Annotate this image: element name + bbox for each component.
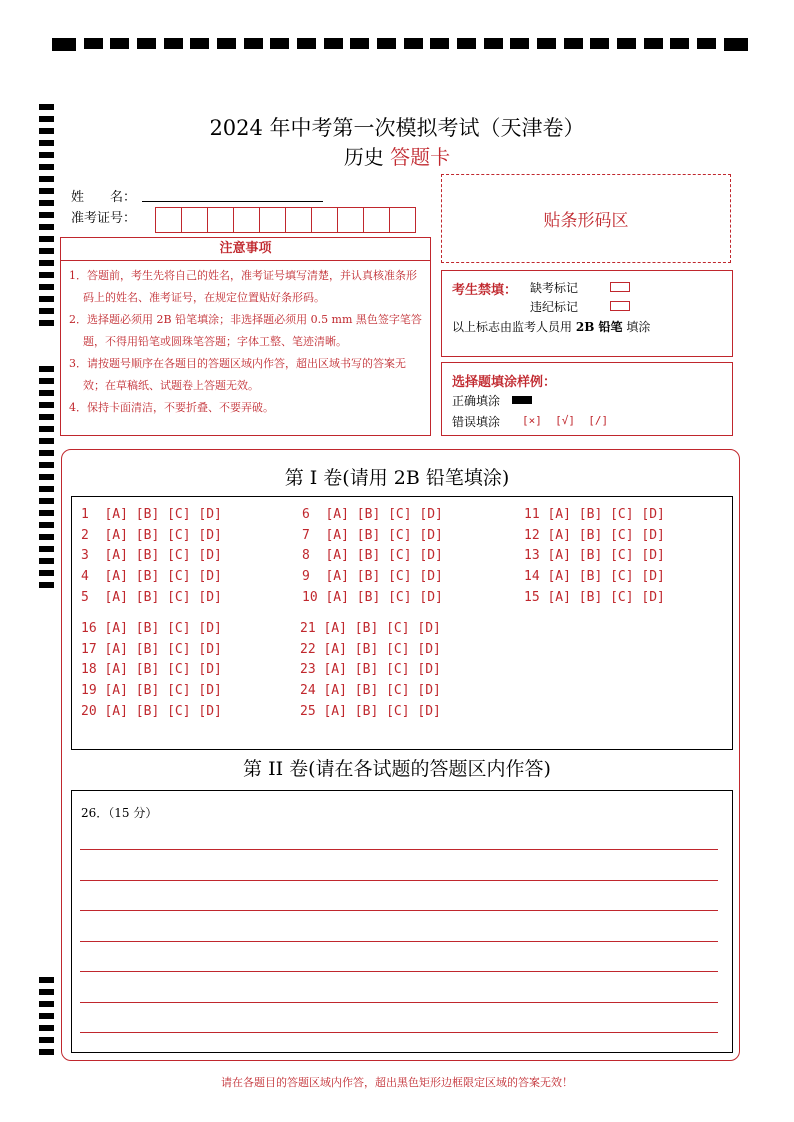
- question-11-row[interactable]: [524, 507, 665, 522]
- question-8-row[interactable]: [302, 548, 443, 563]
- answer-line[interactable]: [80, 941, 718, 942]
- answer-area-26: [71, 790, 733, 1053]
- notice-heading: 注意事项: [61, 238, 430, 261]
- question-number: 2: [81, 527, 105, 543]
- question-options[interactable]: [A] [B] [C] [D]: [104, 662, 222, 678]
- question-options[interactable]: [A] [B] [C] [D]: [104, 507, 222, 522]
- timing-mark: [39, 1037, 54, 1043]
- question-24-row[interactable]: [300, 683, 441, 698]
- timing-mark: [350, 38, 369, 49]
- absent-mark-label: 缺考标记: [530, 281, 579, 295]
- question-number: 5: [81, 589, 105, 605]
- question-1-row[interactable]: [81, 507, 222, 522]
- name-field[interactable]: [142, 201, 323, 202]
- question-options[interactable]: [A] [B] [C] [D]: [547, 569, 665, 585]
- timing-mark: [39, 977, 54, 983]
- question-options[interactable]: [A] [B] [C] [D]: [325, 569, 443, 585]
- timing-mark: [39, 1001, 54, 1007]
- subject-label: 历史: [343, 145, 384, 169]
- timing-mark: [217, 38, 236, 49]
- question-2-row[interactable]: [81, 528, 222, 543]
- timing-mark: [697, 38, 716, 49]
- timing-mark: [537, 38, 556, 49]
- question-options[interactable]: [A] [B] [C] [D]: [104, 527, 222, 543]
- question-options[interactable]: [A] [B] [C] [D]: [104, 548, 222, 564]
- footer-warning: 请在各题目的答题区域内作答，超出黑色矩形边框限定区域的答案无效！: [221, 1076, 573, 1089]
- question-number: 9: [302, 569, 326, 585]
- question-options[interactable]: [A] [B] [C] [D]: [547, 527, 665, 543]
- timing-mark: [39, 450, 54, 456]
- question-number: 10: [302, 589, 326, 605]
- answer-line[interactable]: [80, 880, 718, 881]
- question-options[interactable]: [A] [B] [C] [D]: [104, 683, 222, 699]
- question-options[interactable]: [A] [B] [C] [D]: [323, 641, 441, 657]
- question-number: 21: [300, 621, 324, 636]
- question-23-row[interactable]: [300, 662, 441, 677]
- question-21-row[interactable]: [300, 621, 441, 636]
- id-digit-box[interactable]: [389, 207, 416, 233]
- question-options[interactable]: [A] [B] [C] [D]: [104, 569, 222, 585]
- wrong-fill-samples: [×] [√] [/]: [522, 414, 609, 427]
- timing-mark: [39, 260, 54, 266]
- question-17-row[interactable]: [81, 642, 222, 657]
- id-number-boxes[interactable]: [155, 207, 415, 233]
- timing-mark: [39, 570, 54, 576]
- timing-mark: [39, 390, 54, 396]
- timing-mark: [137, 38, 156, 49]
- timing-mark: [484, 38, 503, 49]
- timing-mark: [39, 308, 54, 314]
- timing-mark: [39, 296, 54, 302]
- question-options[interactable]: [A] [B] [C] [D]: [325, 548, 443, 564]
- timing-mark: [644, 38, 663, 49]
- question-4-row[interactable]: [81, 569, 222, 584]
- timing-mark: [84, 38, 103, 49]
- timing-mark: [39, 236, 54, 242]
- id-digit-box[interactable]: [155, 207, 182, 233]
- question-20-row[interactable]: [81, 704, 222, 719]
- forbid-note-bold: 2B 铅笔: [575, 320, 623, 334]
- question-options[interactable]: [A] [B] [C] [D]: [104, 621, 222, 636]
- notice-item: 2．选择题必须用 2B 铅笔填涂；非选择题必须用 0.5 mm 黑色签字笔答题，不得用铅笔或圆珠笔答题；字体工整、笔迹清晰。: [69, 313, 422, 348]
- question-22-row[interactable]: [300, 642, 441, 657]
- question-options[interactable]: [A] [B] [C] [D]: [323, 621, 441, 636]
- timing-mark: [39, 378, 54, 384]
- id-digit-box[interactable]: [233, 207, 260, 233]
- answer-line[interactable]: [80, 849, 718, 850]
- question-options[interactable]: [A] [B] [C] [D]: [547, 548, 665, 564]
- question-number: 16: [81, 621, 105, 636]
- sample-heading: 选择题填涂样例：: [452, 375, 557, 390]
- timing-mark: [297, 38, 316, 49]
- question-options[interactable]: [A] [B] [C] [D]: [323, 662, 441, 678]
- timing-mark: [39, 426, 54, 432]
- question-number: 19: [81, 683, 105, 699]
- timing-mark: [39, 522, 54, 528]
- question-options[interactable]: [A] [B] [C] [D]: [547, 589, 665, 605]
- barcode-area: 贴条形码区: [441, 174, 731, 263]
- absent-mark-box[interactable]: [610, 282, 630, 292]
- timing-mark: [39, 402, 54, 408]
- question-number: 1: [81, 507, 105, 522]
- id-digit-box[interactable]: [337, 207, 364, 233]
- timing-mark: [39, 366, 54, 372]
- question-number: 20: [81, 703, 105, 719]
- timing-mark: [39, 558, 54, 564]
- question-number: 18: [81, 662, 105, 678]
- timing-mark: [590, 38, 609, 49]
- id-label: 准考证号：: [71, 211, 137, 226]
- question-13-row[interactable]: [524, 548, 665, 563]
- forbid-note-suffix: 填涂: [626, 320, 651, 334]
- violation-mark-label: 违纪标记: [530, 300, 579, 314]
- notice-box: [60, 237, 431, 436]
- question-7-row[interactable]: [302, 528, 443, 543]
- question-options[interactable]: [A] [B] [C] [D]: [104, 703, 222, 719]
- timing-mark: [270, 38, 289, 49]
- id-digit-box[interactable]: [285, 207, 312, 233]
- correct-fill-sample: [512, 396, 532, 404]
- timing-mark: [430, 38, 449, 49]
- timing-mark: [377, 38, 396, 49]
- question-number: 25: [300, 703, 324, 719]
- timing-mark: [39, 1025, 54, 1031]
- timing-mark: [39, 284, 54, 290]
- question-5-row[interactable]: [81, 590, 222, 605]
- question-10-row[interactable]: [302, 590, 443, 605]
- timing-mark: [510, 38, 529, 49]
- page-title: 2024 年中考第一次模拟考试（天津卷）: [209, 116, 585, 140]
- forbid-note: [452, 318, 650, 335]
- timing-mark: [39, 510, 54, 516]
- timing-mark: [52, 38, 76, 51]
- timing-mark: [39, 212, 54, 218]
- question-number: 22: [300, 641, 324, 657]
- notice-item: 4．保持卡面清洁，不要折叠、不要弄破。: [69, 401, 274, 414]
- side-timing-marks-lower: [39, 977, 54, 1055]
- timing-mark: [39, 534, 54, 540]
- timing-mark: [39, 438, 54, 444]
- question-options[interactable]: [A] [B] [C] [D]: [325, 507, 443, 522]
- question-options[interactable]: [A] [B] [C] [D]: [325, 589, 443, 605]
- timing-mark: [39, 176, 54, 182]
- id-digit-box[interactable]: [181, 207, 208, 233]
- timing-mark: [39, 272, 54, 278]
- question-options[interactable]: [A] [B] [C] [D]: [104, 589, 222, 605]
- question-25-row[interactable]: [300, 704, 441, 719]
- question-18-row[interactable]: [81, 662, 222, 677]
- question-number: 3: [81, 548, 105, 564]
- question-number: 14: [524, 569, 548, 585]
- timing-mark: [724, 38, 748, 51]
- timing-mark: [404, 38, 423, 49]
- timing-mark: [39, 546, 54, 552]
- timing-mark: [564, 38, 583, 49]
- timing-mark: [39, 248, 54, 254]
- timing-mark: [670, 38, 689, 49]
- notice-item: 1．答题前，考生先将自己的姓名，准考证号填写清楚，并认真核准条形码上的姓名、准考证号，在规定位置贴好条形码。: [69, 269, 417, 304]
- question-12-row[interactable]: [524, 528, 665, 543]
- timing-mark: [39, 498, 54, 504]
- violation-mark-box[interactable]: [610, 301, 630, 311]
- question-15-row[interactable]: [524, 590, 665, 605]
- timing-mark: [39, 320, 54, 326]
- answer-line[interactable]: [80, 1002, 718, 1003]
- question-3-row[interactable]: [81, 548, 222, 563]
- forbid-label: 考生禁填：: [452, 283, 518, 298]
- forbid-note-prefix: 以上标志由监考人员用: [452, 320, 573, 334]
- question-number: 24: [300, 683, 324, 699]
- timing-mark: [39, 224, 54, 230]
- answer-line[interactable]: [80, 971, 718, 972]
- question-19-row[interactable]: [81, 683, 222, 698]
- page-subtitle: [0, 141, 794, 170]
- answer-line[interactable]: [80, 1032, 718, 1033]
- question-number: 23: [300, 662, 324, 678]
- question-14-row[interactable]: [524, 569, 665, 584]
- timing-mark: [39, 582, 54, 588]
- timing-mark: [110, 38, 129, 49]
- timing-mark: [244, 38, 263, 49]
- question-number: 11: [524, 507, 548, 522]
- answer-line[interactable]: [80, 910, 718, 911]
- question-options[interactable]: [A] [B] [C] [D]: [547, 507, 665, 522]
- id-digit-box[interactable]: [207, 207, 234, 233]
- question-9-row[interactable]: [302, 569, 443, 584]
- timing-mark: [457, 38, 476, 49]
- question-options[interactable]: [A] [B] [C] [D]: [323, 703, 441, 719]
- correct-fill-label: 正确填涂: [452, 394, 501, 408]
- question-6-row[interactable]: [302, 507, 443, 522]
- question-number: 8: [302, 548, 326, 564]
- question-options[interactable]: [A] [B] [C] [D]: [323, 683, 441, 699]
- question-options[interactable]: [A] [B] [C] [D]: [325, 527, 443, 543]
- timing-mark: [39, 414, 54, 420]
- answer-card-label: 答题卡: [390, 145, 451, 169]
- question-number: 12: [524, 527, 548, 543]
- timing-mark: [190, 38, 209, 49]
- question-number: 15: [524, 589, 548, 605]
- question-number: 17: [81, 641, 105, 657]
- id-digit-box[interactable]: [259, 207, 286, 233]
- id-digit-box[interactable]: [311, 207, 338, 233]
- timing-mark: [39, 989, 54, 995]
- name-label: 姓 名：: [71, 190, 137, 205]
- wrong-fill-label: 错误填涂: [452, 415, 501, 429]
- section1-title: 第 I 卷(请用 2B 铅笔填涂): [284, 467, 510, 489]
- timing-mark: [39, 188, 54, 194]
- id-digit-box[interactable]: [363, 207, 390, 233]
- notice-item: 3．请按题号顺序在各题目的答题区域内作答，超出区域书写的答案无效；在草稿纸、试题卷上答题无效。: [69, 357, 406, 392]
- timing-mark: [39, 1049, 54, 1055]
- question-26-label: 26．（15 分）: [81, 806, 158, 820]
- question-number: 13: [524, 548, 548, 564]
- timing-mark: [617, 38, 636, 49]
- question-number: 7: [302, 527, 326, 543]
- timing-mark: [164, 38, 183, 49]
- forbid-box: [441, 270, 733, 357]
- section2-title: 第 II 卷(请在各试题的答题区内作答): [243, 758, 551, 780]
- timing-mark: [39, 1013, 54, 1019]
- timing-mark: [39, 104, 54, 110]
- question-options[interactable]: [A] [B] [C] [D]: [104, 641, 222, 657]
- top-timing-marks: [52, 38, 748, 52]
- timing-mark: [39, 200, 54, 206]
- question-number: 6: [302, 507, 326, 522]
- question-16-row[interactable]: [81, 621, 222, 636]
- question-number: 4: [81, 569, 105, 585]
- sample-box: [441, 362, 733, 436]
- timing-mark: [324, 38, 343, 49]
